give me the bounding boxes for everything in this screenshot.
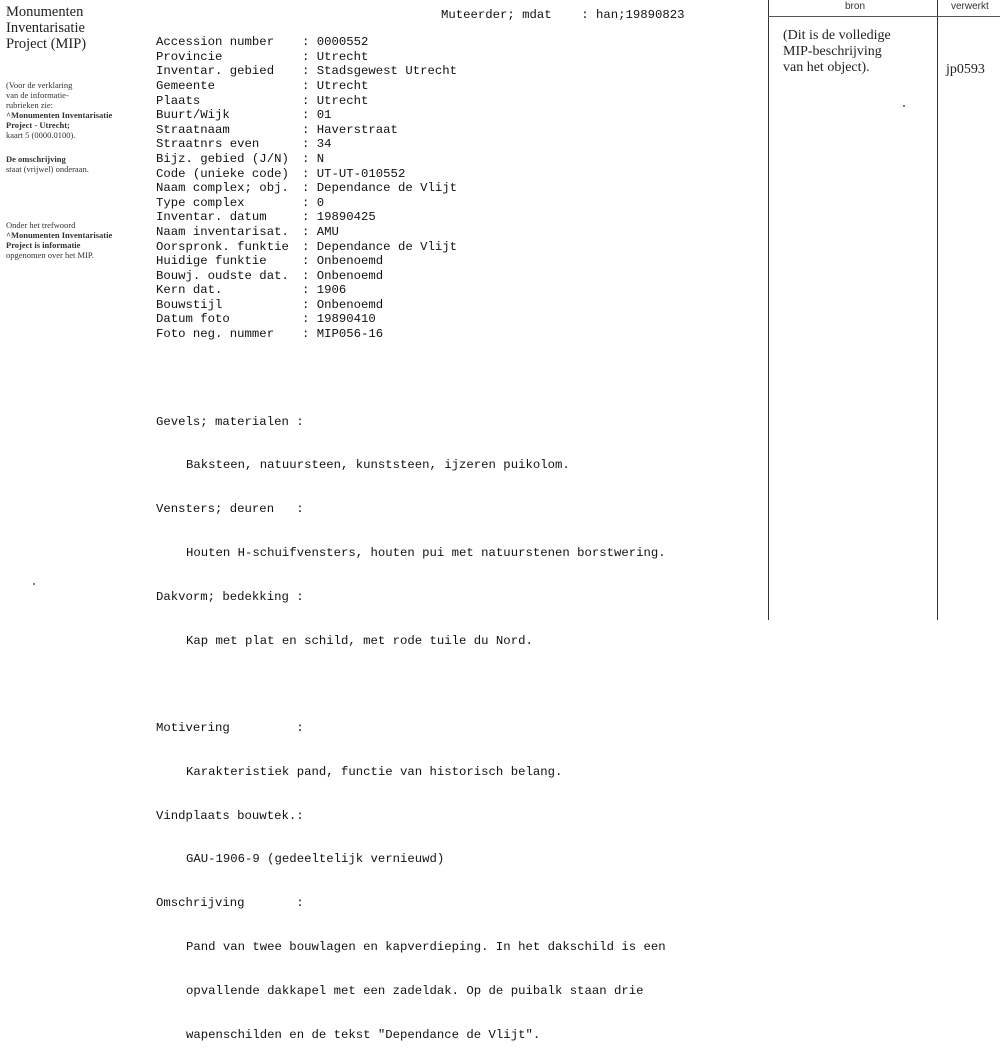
field-row — [156, 210, 756, 225]
field-value: MIP056-16 — [316, 327, 384, 342]
field-label: Datum foto — [156, 312, 230, 327]
field-row — [156, 123, 756, 138]
field-label: Oorspronk. funktie — [156, 239, 289, 254]
field-separator: : — [302, 268, 317, 283]
field-value: Dependance de Vlijt — [316, 181, 457, 196]
field-label: Straatnaam — [156, 122, 230, 137]
field-row — [156, 254, 756, 269]
field-row — [156, 35, 756, 50]
field-row — [156, 167, 756, 182]
field-separator: : — [302, 78, 317, 93]
field-label: Buurt/Wijk — [156, 108, 230, 123]
field-separator: : — [302, 151, 317, 166]
field-label: Inventar. gebied — [156, 64, 275, 79]
field-row — [156, 298, 756, 313]
gevels-label: Gevels; materialen : — [156, 414, 304, 429]
field-separator: : — [302, 283, 317, 298]
field-separator: : — [302, 195, 317, 210]
field-row — [156, 269, 756, 284]
muteerder-meta: Muteerder; mdat : han;19890823 — [441, 8, 685, 22]
field-label: Kern dat. — [156, 283, 223, 298]
field-value: 0000552 — [316, 35, 369, 50]
field-value: 01 — [316, 108, 332, 123]
field-row — [156, 50, 756, 65]
field-separator: : — [302, 122, 317, 137]
vindplaats-label: Vindplaats bouwtek.: — [156, 808, 304, 823]
field-value: 19890410 — [316, 312, 376, 327]
field-row — [156, 196, 756, 211]
sidebar-title: Monumenten Inventarisatie Project (MIP) — [6, 4, 87, 52]
verwerkt-header: verwerkt — [951, 1, 989, 12]
omschrijving-line: Pand van twee bouwlagen en kapverdieping. In het dakschild is een — [186, 940, 666, 954]
sidebar — [6, 0, 146, 260]
field-separator: : — [302, 254, 317, 269]
vindplaats-text: GAU-1906-9 (gedeeltelijk vernieuwd) — [186, 852, 445, 867]
record-body — [156, 6, 756, 1057]
field-separator: : — [302, 181, 317, 196]
field-value: Utrecht — [316, 93, 369, 108]
field-label: Code (unieke code) — [156, 166, 289, 181]
field-label: Foto neg. nummer — [156, 327, 275, 342]
field-value: Dependance de Vlijt — [316, 239, 457, 254]
field-separator: : — [302, 224, 317, 239]
field-separator: : — [302, 312, 317, 327]
field-row — [156, 312, 756, 327]
dakvorm-text: Kap met plat en schild, met rode tuile du Nord. — [186, 633, 533, 648]
gevels-text: Baksteen, natuursteen, kunststeen, ijzeren puikolom. — [186, 458, 570, 473]
header-rule — [768, 16, 1000, 17]
sidebar-note-omschrijving: De omschrijving staat (vrijwel) onderaan. — [6, 154, 89, 174]
vensters-label: Vensters; deuren : — [156, 502, 304, 517]
vensters-text: Houten H-schuifvensters, houten pui met natuurstenen borstwering. — [186, 545, 666, 560]
bron-header: bron — [845, 1, 866, 12]
field-row — [156, 108, 756, 123]
field-value: Onbenoemd — [316, 297, 384, 312]
field-value: 0 — [316, 195, 325, 210]
field-value: Onbenoemd — [316, 254, 384, 269]
field-label: Naam complex; obj. — [156, 181, 289, 196]
field-label: Bouwstijl — [156, 297, 223, 312]
omschrijving-line: opvallende dakkapel met een zadeldak. Op de puibalk staan drie — [186, 983, 644, 998]
sidebar-note-trefwoord: Onder het trefwoord ^Monumenten Inventarisatie Project is informatie opgenomen over het MIP. — [6, 220, 113, 260]
field-label: Gemeente — [156, 78, 216, 93]
bron-text: (Dit is de volledige MIP-beschrijving van het object). — [783, 28, 891, 75]
field-row — [156, 137, 756, 152]
field-value: Stadsgewest Utrecht — [316, 64, 457, 79]
field-separator: : — [302, 137, 317, 152]
scan-speck — [903, 105, 905, 107]
field-label: Plaats — [156, 93, 201, 108]
field-label: Inventar. datum — [156, 210, 267, 225]
field-separator: : — [302, 297, 317, 312]
motivering-text: Karakteristiek pand, functie van historisch belang. — [186, 764, 563, 779]
field-value: 19890425 — [316, 210, 376, 225]
motivering-label: Motivering : — [156, 721, 304, 736]
field-value: Utrecht — [316, 49, 369, 64]
field-value: Haverstraat — [316, 122, 398, 137]
field-row — [156, 181, 756, 196]
field-value: N — [316, 151, 325, 166]
field-row — [156, 152, 756, 167]
field-separator: : — [302, 35, 317, 50]
field-value: AMU — [316, 224, 339, 239]
omschrijving-label: Omschrijving : — [156, 896, 304, 911]
field-value: Onbenoemd — [316, 268, 384, 283]
field-value: Utrecht — [316, 78, 369, 93]
field-label: Provincie — [156, 49, 223, 64]
field-separator: : — [302, 239, 317, 254]
field-value: 1906 — [316, 283, 347, 298]
field-row — [156, 283, 756, 298]
field-label: Bijz. gebied (J/N) — [156, 151, 289, 166]
field-list — [156, 35, 756, 341]
field-separator: : — [302, 64, 317, 79]
field-label: Huidige funktie — [156, 254, 267, 269]
field-separator: : — [302, 210, 317, 225]
field-value: 34 — [316, 137, 332, 152]
sidebar-note-legend: (Voor de verklaring van de informatie- rubrieken zie: ^Monumenten Inventarisatie Project - Utrecht; kaart 5 (0000.0100). — [6, 80, 113, 140]
field-separator: : — [302, 108, 317, 123]
field-separator: : — [302, 327, 317, 342]
column-divider-right — [937, 0, 938, 620]
field-value: UT-UT-010552 — [316, 166, 406, 181]
field-row — [156, 64, 756, 79]
field-label: Naam inventarisat. — [156, 224, 289, 239]
field-row — [156, 327, 756, 342]
field-separator: : — [302, 93, 317, 108]
field-row — [156, 79, 756, 94]
scan-speck — [33, 583, 35, 585]
field-label: Type complex — [156, 195, 245, 210]
dakvorm-label: Dakvorm; bedekking : — [156, 589, 304, 604]
omschrijving-line: wapenschilden en de tekst "Dependance de Vlijt". — [186, 1027, 541, 1042]
field-label: Bouwj. oudste dat. — [156, 268, 289, 283]
field-row — [156, 225, 756, 240]
field-separator: : — [302, 49, 317, 64]
field-label: Accession number — [156, 35, 275, 50]
field-row — [156, 94, 756, 109]
column-divider-left — [768, 0, 769, 620]
field-label: Straatnrs even — [156, 137, 260, 152]
field-row — [156, 240, 756, 255]
field-separator: : — [302, 166, 317, 181]
verwerkt-text: jp0593 — [946, 62, 985, 77]
